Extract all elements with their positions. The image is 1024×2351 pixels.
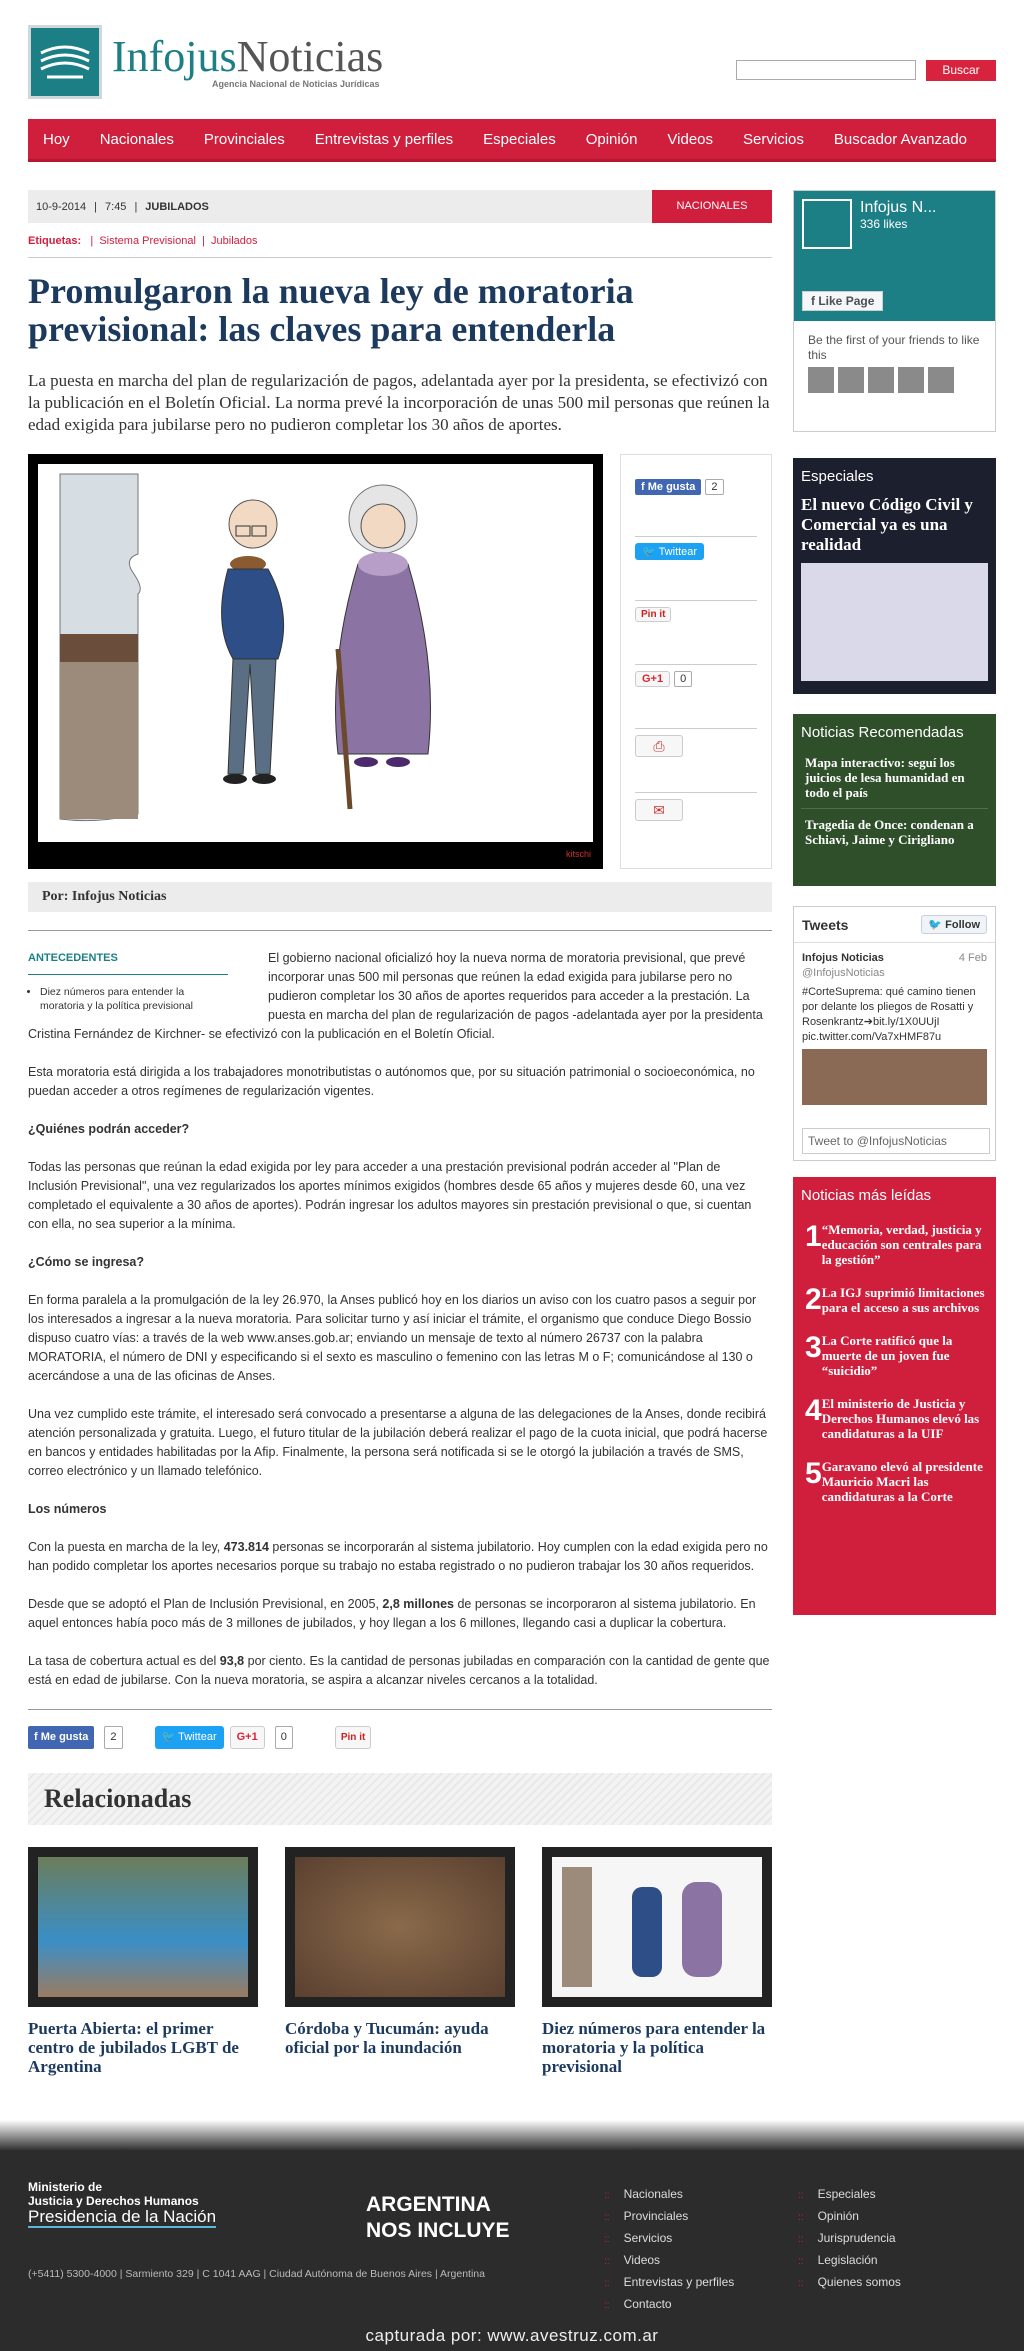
meta-separator: | bbox=[94, 200, 98, 213]
mas-leidas-item[interactable] bbox=[805, 1222, 988, 1267]
related-item[interactable] bbox=[28, 1847, 258, 2076]
facebook-first-friends: Be the first of your friends to like this bbox=[808, 333, 980, 362]
antecedentes-title: ANTECEDENTES bbox=[28, 949, 228, 975]
footer-link[interactable]: Jurisprudencia bbox=[817, 2231, 896, 2245]
paragraph bbox=[28, 1595, 772, 1633]
footer-link[interactable]: Quienes somos bbox=[817, 2275, 901, 2289]
facebook-banner[interactable] bbox=[794, 191, 995, 321]
stat: 93,8 bbox=[219, 1654, 245, 1668]
avatar[interactable] bbox=[928, 367, 954, 393]
gplus-count: 0 bbox=[275, 1726, 293, 1749]
footer-link[interactable]: Servicios bbox=[623, 2231, 673, 2245]
infojus-avatar bbox=[802, 199, 852, 249]
ministerio-logo[interactable] bbox=[28, 2180, 216, 2228]
article-body bbox=[28, 949, 772, 1749]
stat: 473.814 bbox=[223, 1540, 269, 1554]
bullet-icon: :: bbox=[604, 2234, 610, 2245]
nav-item-servicios[interactable]: Servicios bbox=[743, 130, 804, 148]
antecedentes-link[interactable]: • Diez números para entender la moratoria y la política previsional bbox=[40, 985, 228, 1013]
like-count: 2 bbox=[705, 479, 723, 495]
tweet-author[interactable]: Infojus Noticias bbox=[802, 952, 884, 964]
especiales-title[interactable]: El nuevo Código Civil y Comercial ya es una realidad bbox=[801, 495, 973, 554]
article-headline: Promulgaron la nueva ley de moratoria previsional: las claves para entenderla bbox=[28, 271, 634, 349]
search-input[interactable] bbox=[736, 60, 916, 80]
sidebar bbox=[793, 190, 996, 1615]
tags-label: Etiquetas: bbox=[28, 235, 82, 247]
paragraph: El gobierno nacional oficializó hoy la nueva norma de moratoria previsional, que prevé incorporar unas 500 mil personas que reúnen la edad exigida para jubilarse pero no pudieron completar los 30 años de aportes requeridos para acceder a la prestación. La puesta en marcha del plan de regularización de pagos -adelantada ayer por la presidenta Cristina Fernández de Kirchner- se efectivizó con la publicación en el Boletín Oficial. bbox=[28, 951, 763, 1041]
facebook-page-widget bbox=[793, 190, 996, 432]
gplus-count: 0 bbox=[674, 671, 692, 687]
bullet-icon: :: bbox=[798, 2190, 804, 2201]
nav-item-hoy[interactable]: Hoy bbox=[43, 130, 70, 148]
related-thumbnail bbox=[285, 1847, 515, 2007]
stat: 2,8 millones bbox=[382, 1597, 454, 1611]
text: por ciento. Es la cantidad de personas jubiladas en comparación con la cantidad de gente que está en edad de jubilarse. Con la nueva moratoria, se aspira a alcanzar niveles cercanos a la totalidad. bbox=[28, 1654, 770, 1687]
nav-item-especiales[interactable]: Especiales bbox=[483, 130, 556, 148]
footer-shade bbox=[0, 2120, 1024, 2150]
facebook-likes: 336 likes bbox=[860, 217, 908, 231]
mas-leidas-title[interactable]: Garavano elevó al presidente Mauricio Macri las candidaturas a la Corte bbox=[821, 1459, 983, 1504]
avatar[interactable] bbox=[868, 367, 894, 393]
twitter-bird-icon: 🐦 bbox=[642, 546, 659, 558]
tag-link[interactable]: Jubilados bbox=[211, 235, 258, 247]
nav-item-buscador[interactable]: Buscador Avanzado bbox=[833, 130, 968, 148]
tweets-label: Tweets bbox=[802, 916, 849, 933]
twitter-bird-icon: 🐦 bbox=[161, 1731, 179, 1743]
mas-leidas-item[interactable] bbox=[805, 1396, 988, 1441]
related-item[interactable] bbox=[542, 1847, 772, 2076]
logo-title-noticias: Noticias bbox=[236, 32, 384, 81]
text: personas se incorporarán al sistema jubilatorio. Hoy cumplen con la edad exigida pero no han podido completar los aportes necesarios porque su trabajo no estaba registrado o no pudieron trabajar los 30 años requeridos. bbox=[28, 1540, 768, 1573]
follow-button[interactable] bbox=[921, 915, 987, 934]
contact-info: (+5411) 5300-4000 | Sarmiento 329 | C 1041 AAG | Ciudad Autónoma de Buenos Aires | Argentina bbox=[28, 2268, 485, 2280]
antecedentes-box bbox=[28, 949, 228, 1013]
bullet-icon: :: bbox=[604, 2212, 610, 2223]
mas-leidas-item[interactable] bbox=[805, 1459, 988, 1504]
follow-label: Follow bbox=[945, 919, 980, 931]
mas-leidas-title[interactable]: La Corte ratificó que la muerte de un joven fue “suicidio” bbox=[821, 1333, 953, 1378]
footer-link[interactable]: Contacto bbox=[623, 2297, 672, 2311]
article-time: 7:45 bbox=[105, 200, 127, 213]
mas-leidas-item[interactable] bbox=[805, 1285, 988, 1315]
tweet-label: Twittear bbox=[178, 1731, 217, 1743]
article-tags: Etiquetas: | Sistema Previsional | Jubilados bbox=[28, 235, 772, 258]
article-photo[interactable] bbox=[28, 454, 603, 869]
footer-links-col1 bbox=[604, 2184, 734, 2316]
facebook-page-name[interactable]: Infojus N... bbox=[860, 199, 937, 216]
recomendadas-box bbox=[793, 714, 996, 886]
facebook-icon: f bbox=[641, 481, 648, 493]
bullet-icon: :: bbox=[604, 2278, 610, 2289]
footer-link[interactable]: Entrevistas y perfiles bbox=[623, 2275, 735, 2289]
tweet-text: #CorteSuprema: qué camino tienen por delante los pliegos de Rosatti y Rosenkrantz➔bit.ly/1X0UUjI pic.twitter.com/Va7xHMF87u bbox=[802, 986, 976, 1043]
bullet-icon: :: bbox=[604, 2256, 610, 2267]
rank-number: 3 bbox=[805, 1331, 822, 1364]
rank-number: 1 bbox=[805, 1220, 822, 1253]
facebook-icon: f bbox=[811, 294, 819, 308]
rank-number: 2 bbox=[805, 1283, 822, 1316]
paragraph bbox=[28, 1652, 772, 1690]
recomendada-item[interactable]: Mapa interactivo: seguí los juicios de lesa humanidad en todo el país bbox=[801, 747, 988, 809]
print-icon[interactable]: ⎙ bbox=[635, 735, 683, 757]
recomendada-item[interactable]: Tragedia de Once: condenan a Schiavi, Jaime y Cirigliano bbox=[805, 817, 974, 847]
article-meta-bar bbox=[28, 190, 772, 223]
book-logo-icon bbox=[28, 25, 102, 99]
argentina-nos-incluye-logo bbox=[366, 2192, 510, 2244]
logo-subtitle: Agencia Nacional de Noticias Jurídicas bbox=[212, 79, 380, 89]
ministerio-line: Justicia y Derechos Humanos bbox=[28, 2194, 199, 2208]
section-badge[interactable]: NACIONALES bbox=[652, 190, 772, 223]
paragraph: Esta moratoria está dirigida a los trabajadores monotributistas o autónomos que, por su situación patrimonial o socioeconómica, no puedan acceder a otros regímenes de regularización vigentes. bbox=[28, 1065, 755, 1098]
ministerio-line: Ministerio de bbox=[28, 2180, 103, 2194]
especiales-image[interactable] bbox=[801, 563, 988, 681]
subheading: ¿Quiénes podrán acceder? bbox=[28, 1122, 190, 1136]
related-list bbox=[28, 1847, 772, 2076]
bullet-icon: :: bbox=[798, 2212, 804, 2223]
footer-link[interactable]: Opinión bbox=[817, 2209, 859, 2223]
site-header bbox=[0, 0, 1024, 120]
text: Desde que se adoptó el Plan de Inclusión Previsional, en 2005, bbox=[28, 1597, 383, 1611]
text: de personas se incorporaron al sistema jubilatorio. En aquel entonces había poco más de 3 millones de jubilados, y hoy llegan a los 6 millones, llegando casi a duplicar la cobertura. bbox=[28, 1597, 756, 1630]
paragraph: Una vez cumplido este trámite, el interesado será convocado a presentarse a alguna de las delegaciones de la Anses, donde recibirá atención personalizada y gratuita. Luego, el futuro titular de la jubilación deberá realizar el pago de la cuota inicial, que podrá hacerse en bancos y entidades habilitadas por la Afip. Finalmente, la persona será notificada si se le otorgó la jubilación a través de SMS, correo electrónico y un llamado telefónico. bbox=[28, 1407, 768, 1478]
mas-leidas-box bbox=[793, 1177, 996, 1615]
tag-link[interactable]: Sistema Previsional bbox=[99, 235, 196, 247]
article-category[interactable]: JUBILADOS bbox=[145, 200, 209, 213]
divider bbox=[28, 930, 772, 931]
footer-share-bar bbox=[28, 1709, 772, 1749]
search-button[interactable]: Buscar bbox=[926, 60, 996, 81]
tweet-to-input[interactable]: Tweet to @InfojusNoticias bbox=[802, 1128, 990, 1154]
pinterest-button[interactable]: Pin it bbox=[335, 1726, 371, 1749]
related-item[interactable] bbox=[285, 1847, 515, 2076]
tweet bbox=[794, 943, 995, 1113]
like-page-label: Like Page bbox=[818, 294, 875, 308]
mas-leidas-label: Noticias más leídas bbox=[801, 1187, 932, 1204]
subheading: ¿Cómo se ingresa? bbox=[28, 1255, 144, 1269]
facebook-like-button[interactable] bbox=[635, 479, 701, 495]
footer-link[interactable]: Especiales bbox=[817, 2187, 876, 2201]
main-nav bbox=[28, 119, 996, 162]
related-title[interactable]: Córdoba y Tucumán: ayuda oficial por la inundación bbox=[285, 2019, 489, 2057]
meta-separator: | bbox=[134, 200, 138, 213]
google-plus-button[interactable]: G+1 bbox=[230, 1726, 265, 1749]
related-thumbnail bbox=[542, 1847, 772, 2007]
site-footer bbox=[0, 2150, 1024, 2351]
nav-item-entrevistas[interactable]: Entrevistas y perfiles bbox=[314, 130, 454, 148]
tweet-handle[interactable]: @InfojusNoticias bbox=[802, 967, 885, 979]
mas-leidas-item[interactable] bbox=[805, 1333, 988, 1378]
like-label: Me gusta bbox=[647, 481, 696, 493]
footer-link[interactable]: Legislación bbox=[817, 2253, 878, 2267]
facebook-icon: f bbox=[34, 1731, 41, 1743]
avatar[interactable] bbox=[808, 367, 834, 393]
related-heading: Relacionadas bbox=[28, 1773, 772, 1825]
logo-title-infojus: Infojus bbox=[112, 32, 237, 81]
tweet-button[interactable] bbox=[635, 543, 704, 560]
avatar[interactable] bbox=[898, 367, 924, 393]
footer-link[interactable]: Provinciales bbox=[623, 2209, 689, 2223]
text: Con la puesta en marcha de la ley, bbox=[28, 1540, 224, 1554]
mas-leidas-title[interactable]: La IGJ suprimió limitaciones para el acceso a sus archivos bbox=[821, 1285, 985, 1315]
tweet-button[interactable] bbox=[155, 1726, 224, 1749]
article-lede: La puesta en marcha del plan de regularización de pagos, adelantada ayer por la presidenta, se efectivizó con la publicación en el Boletín Oficial. La norma prevé la incorporación de unas 500 mil personas que reúnen la edad exigida para jubilarse pero no pudieron completar los 30 años de aportes. bbox=[28, 371, 770, 434]
mas-leidas-title[interactable]: El ministerio de Justicia y Derechos Humanos elevó las candidaturas a la UIF bbox=[821, 1396, 980, 1441]
bullet-icon: :: bbox=[798, 2234, 804, 2245]
elderly-couple-illustration bbox=[38, 464, 593, 842]
site-logo[interactable] bbox=[28, 24, 398, 100]
bullet-icon: :: bbox=[798, 2256, 804, 2267]
argentina-line: NOS INCLUYE bbox=[366, 2219, 510, 2242]
twitter-widget bbox=[793, 906, 996, 1161]
related-thumbnail bbox=[28, 1847, 258, 2007]
especiales-label: Especiales bbox=[801, 468, 874, 485]
nav-item-videos[interactable]: Videos bbox=[667, 130, 714, 148]
bullet-icon: :: bbox=[604, 2190, 610, 2201]
especiales-box bbox=[793, 458, 996, 694]
subheading: Los números bbox=[28, 1502, 107, 1516]
article-media bbox=[28, 454, 772, 872]
pinterest-button[interactable]: Pin it bbox=[635, 607, 671, 622]
like-label: Me gusta bbox=[40, 1731, 89, 1743]
facebook-like-page-button[interactable] bbox=[802, 291, 883, 311]
related-title[interactable]: Puerta Abierta: el primer centro de jubilados LGBT de Argentina bbox=[28, 2019, 239, 2076]
paragraph: En forma paralela a la promulgación de la ley 26.970, la Anses publicó hoy en los diarios un aviso con los cuatro pasos a seguir por los interesados a ingresar a la nueva moratoria. Para solicitar turno y así iniciar el trámite, el organismo que conduce Diego Bossio dispuso cuatro vías: a través de la web www.anses.gob.ar; enviando un mensaje de texto al número 26737 con la palabra MORATORIA, el número de DNI y especificando si el sexto es masculino o femenino con las letras M o F; comunicándose al 130 o acercándose a una de las oficinas de Anses. bbox=[28, 1293, 757, 1383]
nav-item-provinciales[interactable]: Provinciales bbox=[203, 130, 285, 148]
text: La tasa de cobertura actual es del bbox=[28, 1654, 220, 1668]
footer-link[interactable]: Videos bbox=[623, 2253, 661, 2267]
nav-item-nacionales[interactable]: Nacionales bbox=[99, 130, 174, 148]
twitter-bird-icon: 🐦 bbox=[928, 919, 946, 931]
tweet-date[interactable]: 4 Feb bbox=[958, 952, 987, 964]
avatar[interactable] bbox=[838, 367, 864, 393]
article-column bbox=[28, 190, 772, 2076]
article-byline: Por: Infojus Noticias bbox=[28, 882, 772, 912]
facebook-like-button[interactable] bbox=[28, 1726, 94, 1749]
paragraph bbox=[28, 1538, 772, 1576]
capture-credit: capturada por: www.avestruz.com.ar bbox=[365, 2326, 659, 2345]
rank-number: 5 bbox=[805, 1457, 822, 1490]
email-icon[interactable]: ✉ bbox=[635, 799, 683, 821]
article-date: 10-9-2014 bbox=[36, 200, 87, 213]
argentina-line: ARGENTINA bbox=[366, 2193, 491, 2216]
photo-credit: kitschi bbox=[565, 849, 591, 859]
facebook-faces bbox=[794, 367, 995, 393]
bullet-icon: :: bbox=[604, 2300, 610, 2311]
nav-item-opinion[interactable]: Opinión bbox=[585, 130, 638, 148]
tweet-image[interactable] bbox=[802, 1049, 987, 1105]
presidencia-label: Presidencia de la Nación bbox=[28, 2207, 217, 2226]
rank-number: 4 bbox=[805, 1394, 822, 1427]
related-title[interactable]: Diez números para entender la moratoria y la política previsional bbox=[542, 2019, 766, 2076]
bullet-icon: :: bbox=[798, 2278, 804, 2289]
share-box bbox=[620, 454, 772, 869]
paragraph: Todas las personas que reúnan la edad exigida por ley para acceder a una prestación previsional podrán acceder al "Plan de Inclusión Previsional", una vez regularizados los aportes mínimos exigidos (hombres desde 65 años y mujeres desde 60, una vez completado el equivalente a 30 años de aportes). Podrán ingresar los adultos mayores sin prestación previsional o que, si cuentan con ella, no sea superior a la mínima. bbox=[28, 1160, 752, 1231]
google-plus-button[interactable]: G+1 bbox=[635, 671, 670, 687]
footer-links-col2 bbox=[798, 2184, 901, 2294]
footer-link[interactable]: Nacionales bbox=[623, 2187, 683, 2201]
like-count: 2 bbox=[104, 1726, 122, 1749]
mas-leidas-title[interactable]: “Memoria, verdad, justicia y educación son centrales para la gestión” bbox=[821, 1222, 982, 1267]
tweet-label: Twittear bbox=[658, 546, 698, 558]
recomendadas-label: Noticias Recomendadas bbox=[801, 724, 964, 741]
